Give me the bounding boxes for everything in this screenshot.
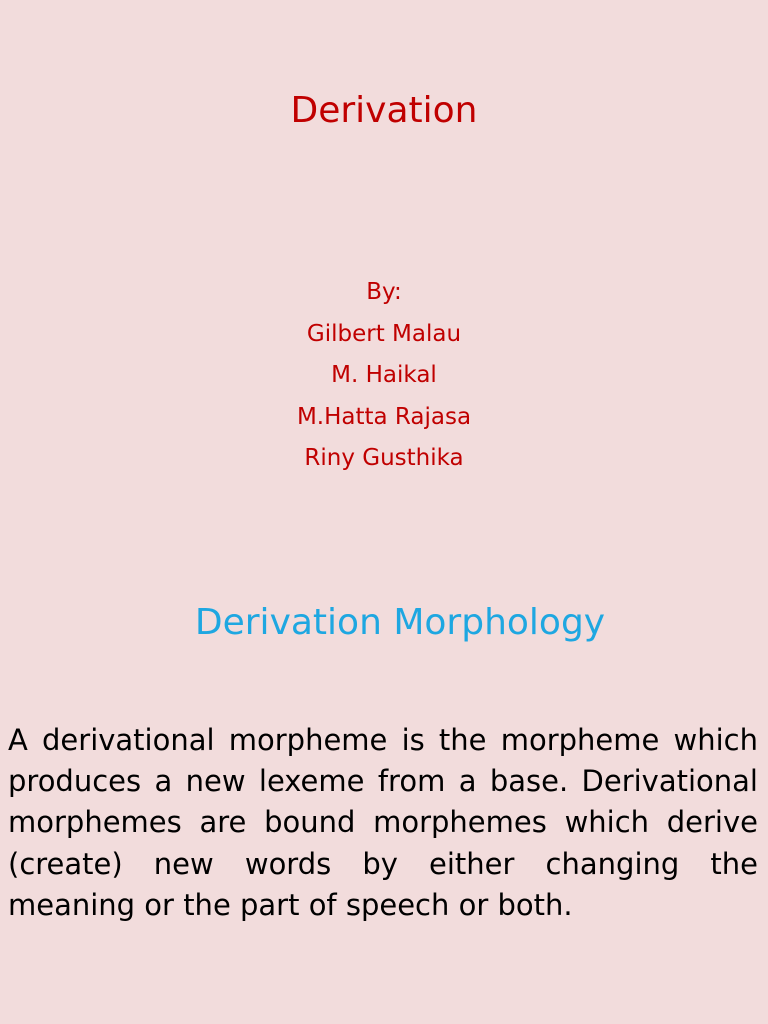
by-label: By:	[366, 279, 402, 305]
author-name: M.Hatta Rajasa	[296, 403, 472, 430]
slide-content	[0, 512, 768, 1024]
author-name: Riny Gusthika	[304, 445, 464, 471]
author-name: M. Haikal	[331, 362, 437, 388]
author-list	[0, 272, 768, 480]
slide-content-heading: Derivation Morphology	[194, 602, 606, 643]
definition-paragraph: A derivational morpheme is the morpheme which produces a new lexeme from a base. Derivational morphemes are bound morphemes which derive (create) new words by either changing the meaning or the part of speech or both.	[8, 723, 758, 922]
slide-title-heading: Derivation	[290, 90, 478, 131]
author-name: Gilbert Malau	[306, 320, 462, 347]
